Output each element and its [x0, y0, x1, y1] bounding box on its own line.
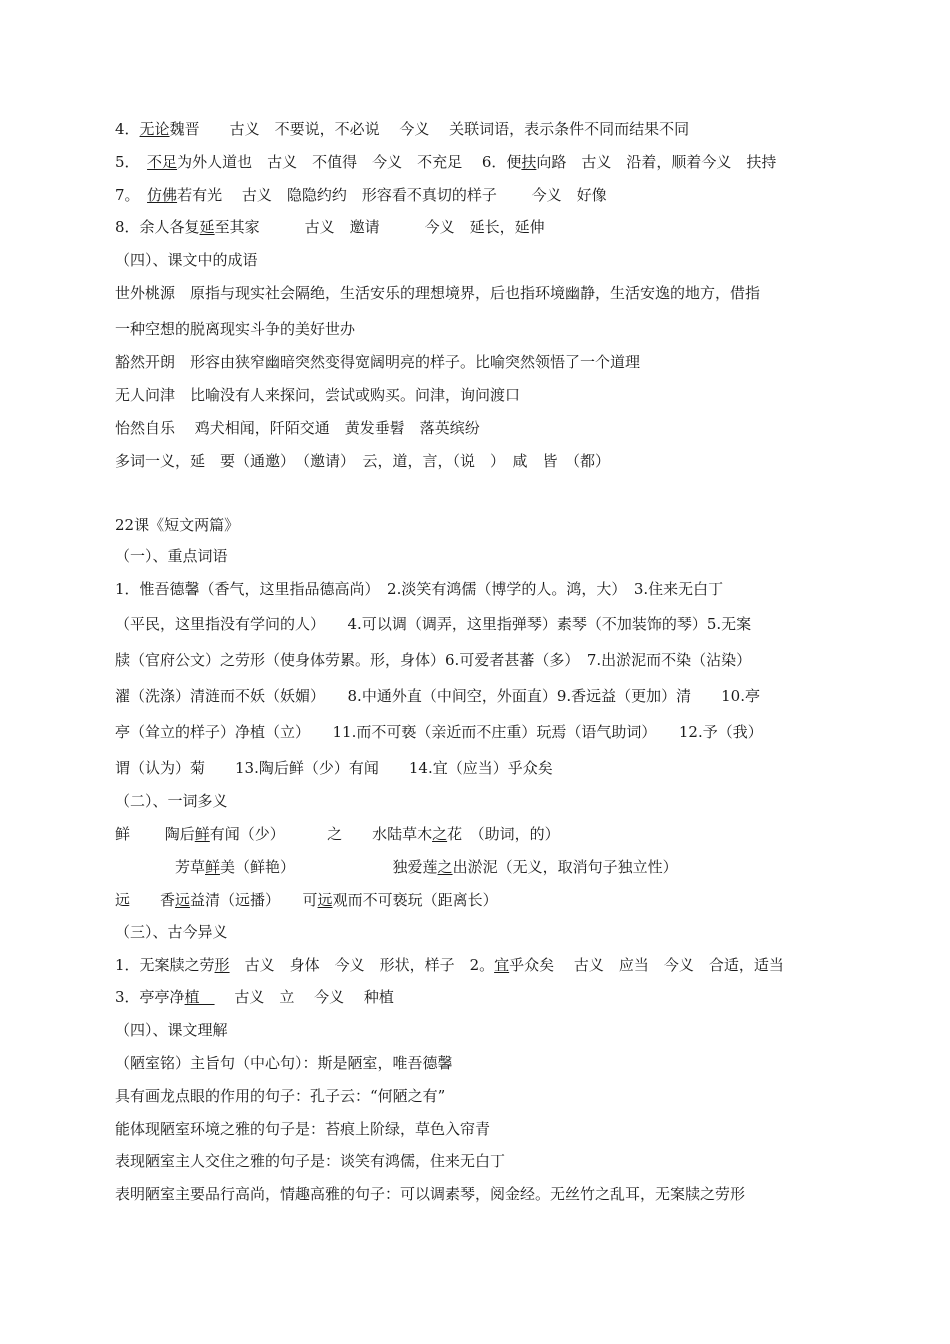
text-segment: 芳草: [115, 858, 206, 876]
text-line: [115, 283, 845, 303]
text-segment: 无人问津 比喻没有人来探问，尝试或购买。问津，询问渡口: [115, 386, 521, 404]
text-segment: 若有光 古义 隐隐约约 形容看不真切的样子 今义 好像: [177, 186, 607, 204]
text-line: [115, 217, 845, 237]
text-line: [115, 250, 845, 270]
text-line: [115, 857, 845, 877]
text-line: [115, 451, 845, 471]
text-line: [115, 650, 845, 670]
text-segment: 豁然开朗 形容由狭窄幽暗突然变得宽阔明亮的样子。比喻突然领悟了一个道理: [115, 353, 641, 371]
text-segment: 8．余人各复: [115, 218, 200, 236]
text-segment: 向路 古义 沿着，顺着今义 扶持: [536, 153, 777, 171]
text-segment: 亭（耸立的样子）净植（立） 11.而不可亵（亲近而不庄重）玩焉（语气助词） 12.予（我）: [115, 723, 763, 741]
text-segment: 美（鲜艳） 独爱莲: [220, 858, 438, 876]
text-segment: 花 （助词，的）: [447, 825, 560, 843]
text-segment: （一）、重点词语: [115, 547, 228, 565]
underlined-word: 不足: [147, 153, 178, 171]
text-segment: 1．惟吾德馨（香气，这里指品德高尚） 2.淡笑有鸿儒（博学的人。鸿，大） 3.住来无白丁: [115, 580, 724, 598]
underlined-word: 扶: [521, 153, 537, 171]
text-line: [115, 758, 845, 778]
text-line: [115, 1151, 845, 1171]
text-segment: 4．: [115, 120, 140, 138]
text-segment: 乎众矣 古义 应当 今义 合适，适当: [509, 956, 784, 974]
text-segment: 能体现陋室环境之雅的句子是：苔痕上阶绿，草色入帘青: [115, 1120, 491, 1138]
text-line: [115, 890, 845, 910]
text-line: [115, 1020, 845, 1040]
text-segment: （陋室铭）主旨句（中心句）：斯是陋室，唯吾德馨: [115, 1054, 453, 1072]
text-segment: 表现陋室主人交住之雅的句子是：谈笑有鸿儒，住来无白丁: [115, 1152, 506, 1170]
underlined-word: 无论: [139, 120, 170, 138]
text-line: [115, 152, 845, 172]
text-line: [115, 1119, 845, 1139]
text-line: [115, 1053, 845, 1073]
text-segment: 为外人道也 古义 不值得 今义 不充足 6．便: [177, 153, 522, 171]
text-segment: 多词一义，延 要（通邀） （邀请） 云，道，言，（说 ） 咸 皆 （都）: [115, 452, 611, 470]
underlined-word: 远: [175, 891, 191, 909]
text-line: [115, 824, 845, 844]
text-segment: 具有画龙点眼的作用的句子：孔子云：“何陋之有”: [115, 1087, 446, 1105]
text-line: [115, 185, 845, 205]
text-line: [115, 1184, 845, 1204]
text-line: [115, 385, 845, 405]
text-segment: 牍（官府公文）之劳形（使身体劳累。形，身体）6.可爱者甚蕃（多） 7.出淤泥而不染（沾染）: [115, 651, 752, 669]
text-segment: 一种空想的脱离现实斗争的美好世办: [115, 320, 356, 338]
text-line: [115, 922, 845, 942]
text-line: [115, 955, 845, 975]
text-segment: 濯（洗涤）清涟而不妖（妖媚） 8.中通外直（中间空，外面直）9.香远益（更加）清 10.亭: [115, 687, 760, 705]
text-line: [115, 722, 845, 742]
text-segment: （四）、课文理解: [115, 1021, 228, 1039]
text-segment: 古义 立 今义 种植: [214, 988, 394, 1006]
text-segment: 谓（认为）菊 13.陶后鲜（少）有闻 14.宜（应当）乎众矣: [115, 759, 553, 777]
text-segment: 1．无案牍之劳: [115, 956, 215, 974]
text-segment: 7。: [115, 186, 148, 204]
text-segment: 益清（远播） 可: [190, 891, 318, 909]
text-line: [115, 686, 845, 706]
underlined-word: 植: [184, 988, 215, 1006]
underlined-word: 之: [432, 825, 448, 843]
text-segment: 5．: [115, 153, 148, 171]
text-line: [115, 791, 845, 811]
text-line: [115, 319, 845, 339]
text-segment: 观而不可亵玩（距离长）: [332, 891, 498, 909]
underlined-word: 延: [199, 218, 215, 236]
text-segment: 出淤泥（无义，取消句子独立性）: [452, 858, 678, 876]
underlined-word: 宜: [494, 956, 510, 974]
underlined-word: 之: [437, 858, 453, 876]
text-line: [115, 119, 845, 139]
text-segment: 至其家 古义 邀请 今义 延长，延伸: [214, 218, 545, 236]
text-segment: 22课《短文两篇》: [115, 516, 240, 534]
text-segment: 怡然自乐 鸡犬相闻，阡陌交通 黄发垂髫 落英缤纷: [115, 419, 480, 437]
text-segment: 古义 身体 今义 形状，样子 2。: [229, 956, 495, 974]
underlined-word: 形: [214, 956, 230, 974]
text-line: [115, 352, 845, 372]
text-line: [115, 987, 845, 1007]
text-segment: 鲜 陶后: [115, 825, 195, 843]
text-segment: （平民，这里指没有学问的人） 4.可以调（调弄，这里指弹琴）素琴（不加装饰的琴）5.无案: [115, 615, 752, 633]
text-line: [115, 515, 845, 535]
underlined-word: 远: [317, 891, 333, 909]
text-segment: 远 香: [115, 891, 176, 909]
underlined-word: 鲜: [205, 858, 221, 876]
text-segment: 有闻（少） 之 水陆草木: [209, 825, 433, 843]
text-segment: 世外桃源 原指与现实社会隔绝，生活安乐的理想境界，后也指环境幽静，生活安逸的地方，借指: [115, 284, 761, 302]
text-segment: （二）、一词多义: [115, 792, 228, 810]
text-line: [115, 546, 845, 566]
text-segment: （三）、古今异义: [115, 923, 228, 941]
text-segment: 魏晋 古义 不要说，不必说 今义 关联词语，表示条件不同而结果不同: [169, 120, 690, 138]
text-segment: 表明陋室主要品行高尚，情趣高雅的句子：可以调素琴，阅金经。无丝竹之乱耳，无案牍之劳形: [115, 1185, 746, 1203]
underlined-word: 仿佛: [147, 186, 178, 204]
text-segment: （四）、课文中的成语: [115, 251, 258, 269]
underlined-word: 鲜: [194, 825, 210, 843]
text-segment: 3．亭亭净: [115, 988, 185, 1006]
text-line: [115, 579, 845, 599]
text-line: [115, 418, 845, 438]
text-line: [115, 614, 845, 634]
text-line: [115, 1086, 845, 1106]
